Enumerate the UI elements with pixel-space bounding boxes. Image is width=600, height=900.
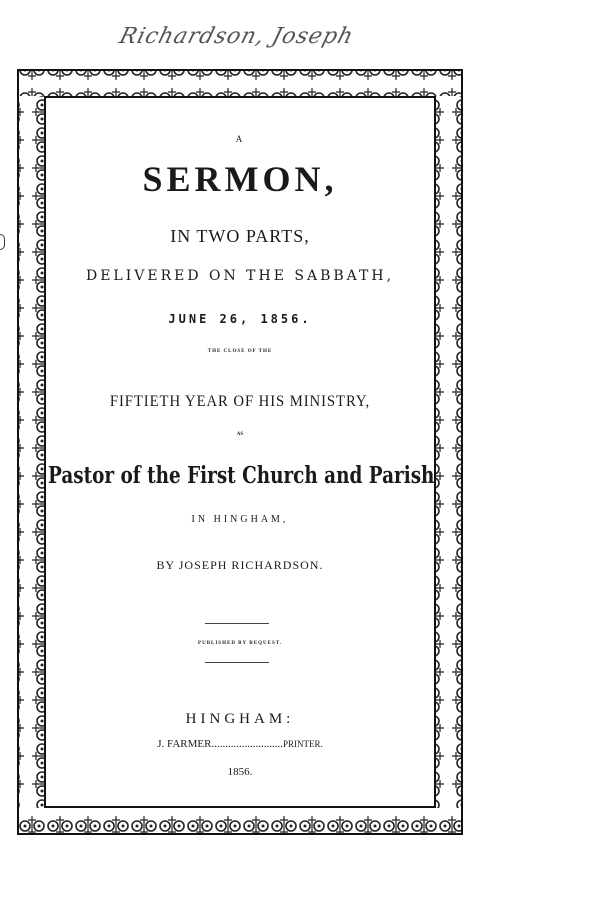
printer-label: PRINTER. xyxy=(282,739,323,749)
published-note: PUBLISHED BY REQUEST. xyxy=(198,641,282,646)
printer-dots: .......................... xyxy=(211,738,283,750)
imprint-year: 1856. xyxy=(227,766,253,778)
imprint-city: HINGHAM: xyxy=(185,711,295,727)
ministry-line: FIFTIETH YEAR OF HIS MINISTRY, xyxy=(109,393,371,410)
pastor-line: Pastor of the First Church and Parish xyxy=(48,462,435,489)
occasion-line: DELIVERED ON THE SABBATH, xyxy=(85,268,395,284)
date-line: JUNE 26, 1856. xyxy=(168,312,312,326)
title-article: A xyxy=(235,134,245,144)
as-line: AS xyxy=(236,432,244,437)
close-of-line: THE CLOSE OF THE xyxy=(207,349,273,354)
divider-rule xyxy=(205,662,269,663)
main-title: SERMON, xyxy=(142,159,338,199)
handwritten-signature: Richardson, Joseph xyxy=(116,24,357,49)
printer-line xyxy=(0,738,480,750)
subtitle: IN TWO PARTS, xyxy=(170,226,310,246)
divider-rule xyxy=(205,623,269,624)
author-line: BY JOSEPH RICHARDSON. xyxy=(156,558,324,572)
printer-name: J. FARMER xyxy=(157,738,212,750)
place-line: IN HINGHAM, xyxy=(191,514,289,525)
